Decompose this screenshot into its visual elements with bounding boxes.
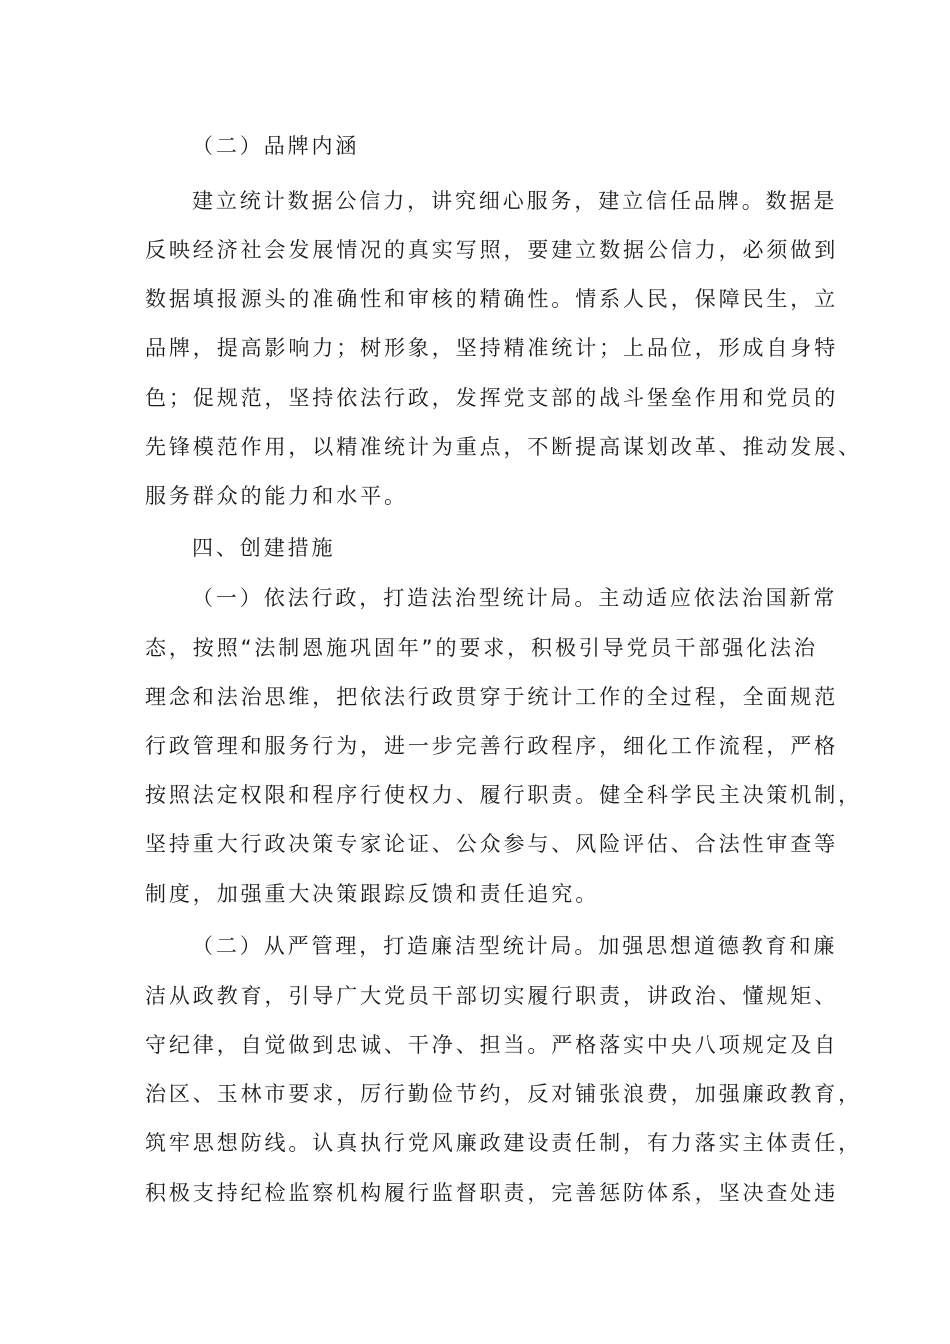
- paragraph-line: 洁从政教育，引导广大党员干部切实履行职责，讲政治、懂规矩、: [145, 984, 839, 1008]
- paragraph-line: （二）从严管理，打造廉洁型统计局。加强思想道德教育和廉: [192, 934, 838, 958]
- paragraph-line: 坚持重大行政决策专家论证、公众参与、风险评估、合法性审查等: [145, 832, 839, 856]
- paragraph-line: （一）依法行政，打造法治型统计局。主动适应依法治国新常: [192, 586, 838, 610]
- paragraph-line: 筑牢思想防线。认真执行党风廉政建设责任制，有力落实主体责任，: [145, 1131, 862, 1155]
- paragraph-line: 品牌，提高影响力；树形象，坚持精准统计；上品位，形成自身特: [145, 336, 839, 360]
- paragraph-line: 守纪律，自觉做到忠诚、干净、担当。严格落实中央八项规定及自: [145, 1033, 839, 1057]
- paragraph-line: 制度，加强重大决策跟踪反馈和责任追究。: [145, 882, 600, 906]
- paragraph-line: 数据填报源头的准确性和审核的精确性。情系人民，保障民生，立: [145, 287, 839, 311]
- paragraph-line: 态，按照“法制恩施巩固年”的要求，积极引导党员干部强化法治: [145, 636, 818, 660]
- paragraph-line: 服务群众的能力和水平。: [145, 484, 408, 508]
- paragraph-line: 积极支持纪检监察机构履行监督职责，完善惩防体系，坚决查处违: [145, 1181, 839, 1205]
- section-heading-measures: 四、创建措施: [192, 536, 336, 560]
- paragraph-line: 反映经济社会发展情况的真实写照，要建立数据公信力，必须做到: [145, 238, 839, 262]
- paragraph-line: 治区、玉林市要求，厉行勤俭节约，反对铺张浪费，加强廉政教育，: [145, 1082, 862, 1106]
- paragraph-line: 色；促规范，坚持依法行政，发挥党支部的战斗堡垒作用和党员的: [145, 386, 839, 410]
- paragraph-line: 按照法定权限和程序行使权力、履行职责。健全科学民主决策机制，: [145, 783, 862, 807]
- section-heading-brand-connotation: （二）品牌内涵: [192, 134, 360, 158]
- paragraph-line: 先锋模范作用，以精准统计为重点，不断提高谋划改革、推动发展、: [145, 435, 862, 459]
- paragraph-line: 行政管理和服务行为，进一步完善行政程序，细化工作流程，严格: [145, 734, 839, 758]
- paragraph-line: 理念和法治思维，把依法行政贯穿于统计工作的全过程，全面规范: [145, 685, 839, 709]
- paragraph-line: 建立统计数据公信力，讲究细心服务，建立信任品牌。数据是: [192, 189, 838, 213]
